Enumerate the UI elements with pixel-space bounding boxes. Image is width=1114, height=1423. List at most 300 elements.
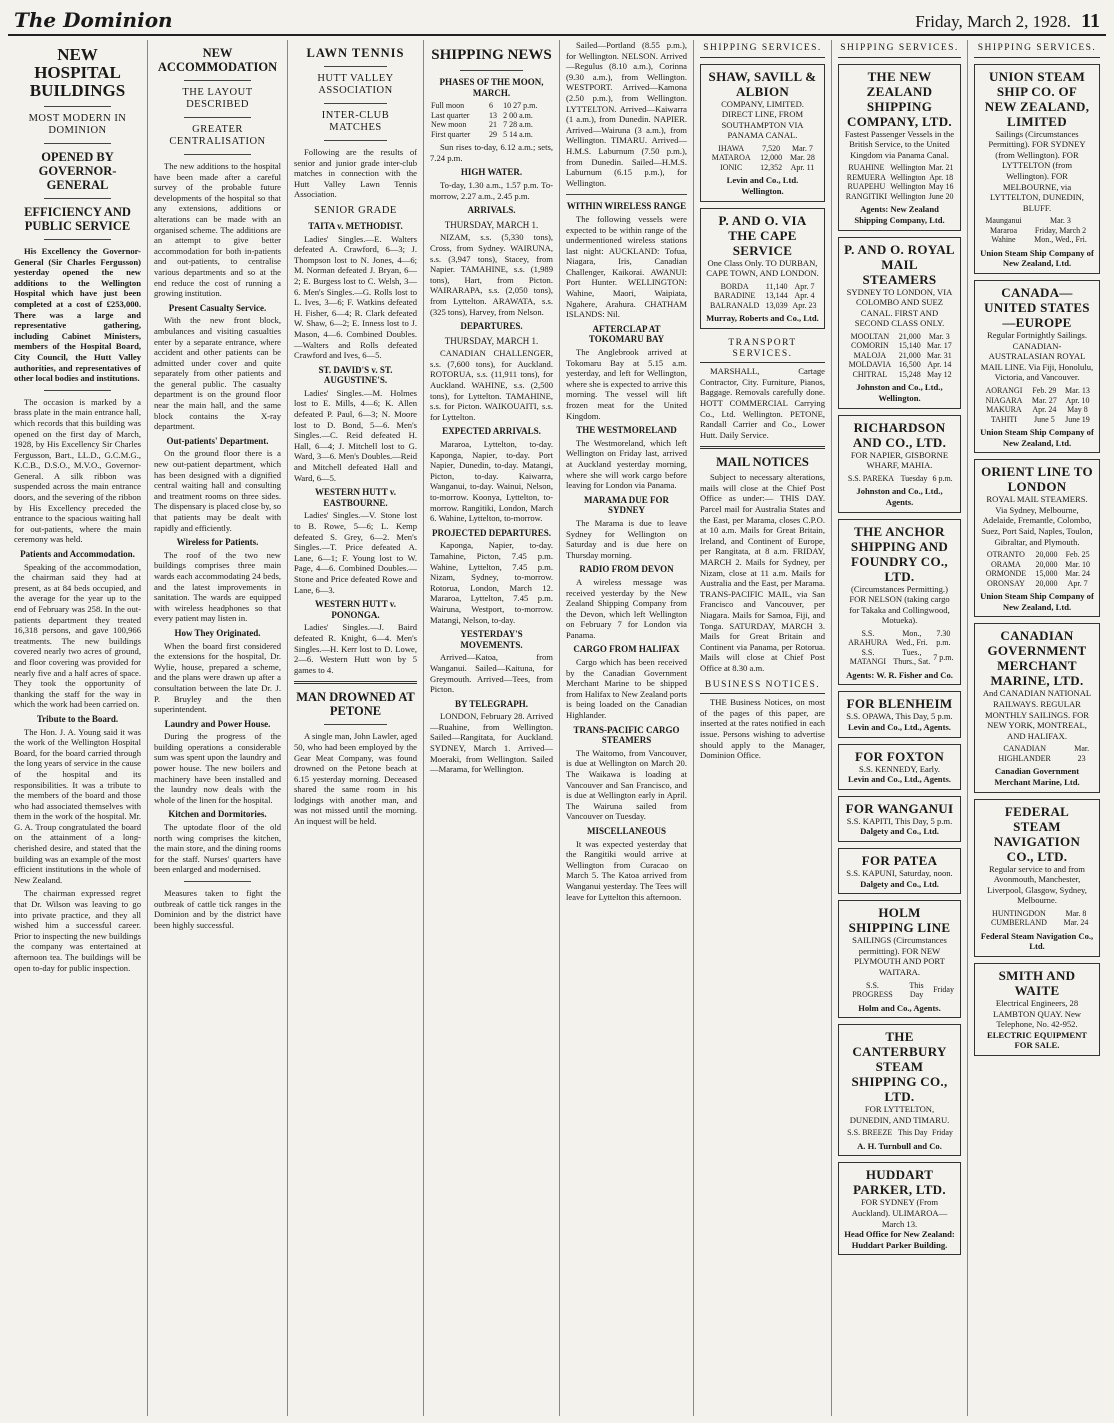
advert-agent: Dalgety and Co., Ltd. [860, 826, 939, 837]
article-paragraph: A single man, John Lawler, aged 50, who had been employed by the Gear Meat Company, was found drowned on the Petone beach at 6.15 yesterday morning. Deceased shared the same room in his lodgings with another man, and was not missed until the morning. An inquest will be held. [294, 731, 417, 827]
issue-date: Friday, March 2, 1928. [915, 12, 1071, 31]
sailing-cell: Apr. 11 [790, 162, 815, 172]
article-paragraph: With the new front block, ambulances and visiting casualties enter by a separate entrance, where accident and other patients can be admitted under cover and quite separately from other patients and the general public. The casualty department is on the ground floor near the main hall, and the same block contains the X-ray department. [154, 315, 281, 432]
sailing-cell: Apr. 7 [794, 281, 815, 291]
shipping-advert [838, 796, 961, 842]
sailing-schedule [706, 282, 819, 311]
match-heading: WESTERN HUTT v. PONONGA. [314, 599, 397, 620]
advert-description: Fastest Passenger Vessels in the British Service, to the United Kingdom via Panama Canal. [844, 128, 955, 160]
advert-agent: Federal Steam Navigation Co., Ltd. [980, 930, 1094, 952]
moon-cell: 6 [489, 101, 494, 111]
sailing-cell: 20,000 [1035, 578, 1058, 588]
shipping-advert [838, 900, 961, 1018]
expected-list: Mararoa, Lyttelton, to-day. Kaponga, Napier, to-day. Port Napier, Dunedin, to-day. Matangi, Picton, to-day. Kaiwarra, Wanganui, to-day. Wainui, Nelson, to-morrow. Koonya, Lyttelton, to-morrow. Rangitiki, London, March 6. Wahine, Lyttelton, to-morrow. [430, 439, 553, 524]
shipping-advert [838, 744, 961, 790]
headline-afterclap: AFTERCLAP AT TOKOMARU BAY [588, 323, 665, 345]
moon-table [430, 101, 553, 139]
advert-company-name: THE ANCHOR SHIPPING AND FOUNDRY CO., LTD. [850, 523, 949, 584]
advert-description: And CANADIAN NATIONAL RAILWAYS. REGULAR MONTHLY SAILINGS. FOR NEW YORK, MONTREAL, AND HALIFAX. [982, 688, 1092, 741]
match-heading: TAITA v. METHODIST. [308, 220, 403, 231]
divider [324, 66, 387, 67]
section-banner: SHIPPING SERVICES. [974, 40, 1100, 58]
sailing-cell: 11,140 [765, 281, 788, 291]
moon-cell: First quarter [431, 129, 471, 139]
departures-list: CANADIAN CHALLENGER, s.s. (7,600 tons), for Auckland. ROTORUA, s.s. (11,911 tons), for Auckland. WAHINE, s.s. (2,500 tons), for Lyttelton. TAMAHINE, s.s. for Picton. WAIKOUAITI, s.s. for Lyttelton. [430, 348, 553, 422]
sailing-cell: June 5 [1034, 414, 1055, 424]
moon-row [430, 120, 553, 130]
sailing-cell: May 12 [927, 369, 952, 379]
advert-agent: Canadian Government Merchant Marine, Ltd. [994, 766, 1080, 787]
moon-cell: 10 27 p.m. [503, 101, 538, 111]
sailing-cell: Apr. 24 [1032, 405, 1057, 414]
sailing-cell: 12,352 [760, 162, 783, 172]
sailing-cell: S.S. ARAHURA [848, 628, 888, 648]
advert-company-name: THE CANTERBURY STEAM SHIPPING CO., LTD. [851, 1029, 948, 1105]
advert-company-name: P. AND O. VIA THE CAPE SERVICE [718, 212, 807, 258]
sailing-cell: This Day [909, 980, 924, 1000]
sailing-cell: REMUERA [846, 172, 886, 182]
moon-cell: 21 [489, 120, 498, 130]
sailing-cell: BORDA [720, 281, 749, 291]
section-banner: SHIPPING SERVICES. [838, 40, 961, 58]
divider [44, 239, 111, 240]
divider [294, 681, 417, 684]
shipping-advert [838, 1024, 961, 1156]
projected-heading: PROJECTED DEPARTURES. [431, 527, 552, 538]
sailing-cell: 7 p.m. [933, 652, 954, 662]
sailing-row [706, 163, 819, 173]
advert-company-name: HUDDART PARKER, LTD. [853, 1167, 946, 1198]
advert-description: S.S. KAPITI, This Day, 5 p.m. [846, 815, 953, 826]
sailing-cell: Mar. 24 [1063, 918, 1089, 928]
sailing-cell: Apr. 14 [927, 360, 952, 370]
article-paragraph: The Waitomo, from Vancouver, is due at Wellington on March 20. The Waikawa is loading at Vancouver and San Francisco, and is due at Wellington early in April. The Wairuna sailed from Vancouver on Tuesday. [566, 747, 687, 822]
subhead: Out-patients' Department. [166, 435, 269, 446]
sailing-row [844, 351, 955, 361]
divider [44, 106, 111, 107]
divider [700, 446, 825, 449]
article-paragraph: The roof of the two new buildings comprises three main wards each accommodating 24 beds, and the latest improvements in sanitation. The wards are equipped with wireless headphones so that every patient may listen in. [154, 549, 281, 624]
sailing-cell: Mar. 3 [1050, 216, 1071, 226]
advert-description: Regular Fortnightly Sailings. CANADIAN-AUSTRALASIAN ROYAL MAIL LINE. Via Fiji, Honolulu, Victoria, and Vancouver. [980, 330, 1094, 383]
high-water-heading: HIGH WATER. [460, 167, 523, 178]
column-shipping-services-1 [694, 40, 832, 1416]
shipping-advert [974, 963, 1100, 1056]
sailing-cell: Mar. 23 [1074, 744, 1090, 763]
sailing-row [844, 370, 955, 380]
sailing-cell: Apr. 10 [1065, 395, 1090, 405]
headline-mail: MAIL NOTICES [716, 455, 809, 470]
advert-agent: Murray, Roberts and Co., Ltd. [706, 313, 819, 324]
subhead: Laundry and Power House. [164, 718, 271, 729]
advert-agent: Union Steam Ship Company of New Zealand, Ltd. [980, 591, 1094, 612]
sailing-cell: 20,000 [1035, 559, 1058, 569]
sailing-cell: 16,500 [898, 360, 921, 370]
divider [184, 80, 251, 81]
advert-company-name: P. AND O. ROYAL MAIL STEAMERS [844, 241, 955, 287]
sailing-row [980, 744, 1094, 763]
sailing-row [980, 909, 1094, 919]
sailing-schedule [844, 981, 955, 1000]
sailing-cell: May 8 [1067, 405, 1088, 414]
sailing-cell: Apr. 18 [929, 172, 954, 182]
sailing-cell: IONIC [720, 162, 743, 172]
section-banner: SHIPPING SERVICES. [700, 40, 825, 58]
article-intro: His Excellency the Governor-General (Sir Charles Fergusson) yesterday opened the new additions to the Wellington Hospital which have just been completed at a cost of £253,000. There was a large and representative gathering, including Cabinet Ministers, members of the Hospital Board, City Council, the Hutt Valley authorities, and representatives of other local bodies and institutions. [14, 246, 141, 384]
expected-heading: EXPECTED ARRIVALS. [442, 426, 541, 437]
sailing-cell: Mar. 13 [1065, 386, 1090, 395]
sailing-row [706, 144, 819, 154]
sailing-row [980, 216, 1094, 226]
advert-company-name: THE NEW ZEALAND SHIPPING COMPANY, LTD. [847, 68, 952, 129]
sailing-cell: Mar. 27 [1031, 395, 1057, 405]
article-paragraph: Speaking of the accommodation, the chairman said they had at present, as at 84 beds occupied, and the average for the year up to the end of February was 258. In the out-patients department they treated 16,318 persons, and gave 100,966 treatments. The new buildings covered nearly two acres of ground, and floor covering was provided for nearly five and a half acres of space. They took the opportunity of thanking the staff for the way in which the work had been carried on. [14, 561, 141, 710]
column-accommodation [148, 40, 288, 1416]
sailing-row [980, 560, 1094, 570]
sailing-row [706, 291, 819, 301]
sailing-cell: 15,140 [898, 341, 921, 351]
sailing-cell: ORONSAY [986, 578, 1025, 588]
sailing-cell: May 16 [928, 182, 954, 192]
sailing-cell: Friday [933, 985, 954, 995]
sailing-schedule [844, 1128, 955, 1138]
sailing-cell: Mar. 8 [1065, 908, 1087, 918]
match-results: Ladies' Singles.—J. Baird defeated R. Knight, 6—4. Men's Singles.—H. Kerr lost to D. Lowe, 2—6. Western Hutt won by 5 games to 4. [294, 622, 417, 675]
sailing-cell: Wellington [890, 191, 926, 201]
advert-company-name: CANADA—UNITED STATES—EUROPE [984, 285, 1090, 331]
advert-agent: Levin and Co., Ltd., Agents. [848, 774, 951, 785]
advert-agent: Johnston and Co., Ltd., Agents. [856, 486, 943, 507]
sailing-row [844, 981, 955, 1000]
sailing-cell: Mar. 10 [1065, 559, 1091, 569]
sailing-cell: MALOJA [853, 350, 887, 360]
dateline [915, 10, 1100, 33]
subhead-patients: Patients and Accommodation. [20, 549, 135, 560]
divider [324, 103, 387, 104]
column-shipping-services-2 [832, 40, 968, 1416]
moon-cell: New moon [431, 120, 467, 130]
advert-description: FOR NAPIER, GISBORNE WHARF, MAHIA. [850, 449, 949, 471]
sailing-row [844, 629, 955, 648]
sailing-row [844, 341, 955, 351]
advert-list [974, 64, 1100, 1056]
advert-company-name: UNION STEAM SHIP CO. OF NEW ZEALAND, LIMITED [984, 68, 1090, 129]
sailing-row [844, 1128, 955, 1138]
advert-agent: Dalgety and Co., Ltd. [860, 878, 939, 889]
sailing-cell: HUNTINGDON [992, 908, 1046, 918]
high-water-times: To-day, 1.30 a.m., 1.57 p.m. To-morrow, 2.27 a.m., 2.45 p.m. [430, 179, 553, 201]
advert-description: SAILINGS (Circumstances permitting). FOR NEW PLYMOUTH AND PORT WAITARA. [852, 935, 947, 977]
shipping-advert [700, 208, 825, 329]
sailing-cell: 15,248 [898, 369, 921, 379]
sailing-cell: 7,520 [762, 143, 781, 153]
column-tennis [288, 40, 424, 1416]
projected-list: Kaponga, Napier, to-day. Tamahine, Picton, 7.45 p.m. Wahine, Lyttelton, 7.45 p.m. Nizam, Sydney, to-morrow. Rotorua, London, March 12. Mararoa, Lyttelton, 7.45 p.m. Wairuna, Westport, to-morrow. Matangi, Nelson, to-day. [430, 540, 553, 625]
advert-agent: A. H. Turnbull and Co. [857, 1140, 942, 1151]
headline-westmoreland: THE WESTMORELAND [576, 425, 677, 436]
column-shipping-notes [560, 40, 694, 1416]
subhead: Wireless for Patients. [176, 537, 259, 548]
sailing-cell: Mar. 24 [1065, 569, 1091, 579]
sailing-cell: 15,000 [1035, 569, 1058, 579]
sailing-cell: CHITRAL [852, 369, 888, 379]
sailing-cell: Maunganui [985, 216, 1022, 226]
sailing-cell: MAKURA [986, 405, 1022, 414]
sailing-row [980, 396, 1094, 406]
divider [44, 143, 111, 144]
match-results: Ladies' Singles.—M. Holmes lost to E. Mills, 4—6; K. Allen defeated P. Paul, 6—3; N. Moore lost to D. Bond, 5—6. Men's Singles.—C. Reid defeated H. Hall, 6—4; J. Mitchell lost to G. Ward, 3—6. Men's Doubles.—Reid and Mitchell defeated Hall and Ward, 6—5. [294, 387, 417, 483]
match-results: Ladies' Singles.—V. Stone lost to B. Rowe, 5—6; L. Kemp defeated S. Grey, 6—2. Men's Singles.—T. Price defeated A. Lane, 6—1; F. Young lost to W. Page, 4—6. Combined Doubles.—Stone and Price defeated Rowe and Lane, 6—3. [294, 510, 417, 595]
sailing-cell: 13,144 [765, 291, 788, 301]
advert-description: Sailings (Circumstances Permitting). FOR SYDNEY (from Wellington). FOR LYTTELTON (from Wellington). FOR MELBOURNE, via LYTTELTON, DUNEDIN, BLUFF. [988, 128, 1086, 213]
sailing-row [844, 192, 955, 202]
sailing-cell: Wahine [991, 235, 1016, 245]
moon-row [430, 101, 553, 111]
divider [324, 140, 387, 141]
sailing-row [980, 569, 1094, 579]
sailing-cell: ORAMA [991, 559, 1021, 569]
advert-description: S.S. KENNEDY, Early. [859, 763, 940, 774]
sailing-cell: MATAROA [711, 153, 751, 163]
sailing-cell: 13,039 [765, 300, 788, 310]
divider [566, 194, 687, 195]
article-paragraph: Measures taken to fight the outbreak of cattle tick ranges in the Dominion and by the district have been highly successful. [154, 888, 281, 930]
advert-description: (Circumstances Permitting.) FOR NELSON (taking cargo for Takaka and Collingwood, Motueka). [849, 583, 950, 626]
column-shipping-news [424, 40, 560, 1416]
advert-agent: Holm and Co., Agents. [858, 1002, 941, 1013]
moon-row [430, 111, 553, 121]
advert-company-name: RICHARDSON AND CO., LTD. [852, 419, 947, 450]
sailing-cell: Apr. 4 [794, 291, 815, 301]
sailing-cell: Friday, March 2 [1034, 225, 1087, 235]
sailing-row [706, 282, 819, 292]
advert-agent: Union Steam Ship Company of New Zealand, Ltd. [980, 247, 1094, 269]
advert-agent: Levin and Co., Ltd. Wellington. [726, 175, 799, 197]
headline-shipping-news: SHIPPING NEWS [431, 47, 552, 63]
sailing-cell: Tues., Thurs., Sat. [893, 647, 931, 667]
sailing-row [844, 332, 955, 342]
sailing-cell: IHAWA [718, 143, 745, 153]
advert-description: FOR LYTTELTON, DUNEDIN, AND TIMARU. [849, 1104, 950, 1125]
sailing-cell: Feb. 29 [1032, 386, 1057, 395]
match-heading: WESTERN HUTT v. EASTBOURNE. [314, 487, 397, 508]
advert-agent: Agents: W. R. Fisher and Co. [846, 669, 953, 680]
advert-company-name: ORIENT LINE TO LONDON [981, 464, 1093, 495]
article-paragraph: It was expected yesterday that the Rangitiki would arrive at Wellington from Curacao on March 5. The Katoa arrived from Wanganui yesterday. The Tees will leave for Lyttelton this afternoon. [566, 838, 687, 902]
yesterday-heading: YESTERDAY'S MOVEMENTS. [460, 629, 523, 650]
sailing-row [844, 474, 955, 484]
sailing-schedule [980, 909, 1094, 928]
headline-transpacific: TRANS-PACIFIC CARGO STEAMERS [573, 724, 680, 746]
arrivals-heading: ARRIVALS. [467, 205, 516, 216]
article-paragraph: The following vessels were expected to be within range of the undermentioned wireless stations last night: AUCKLAND: Tofua, Niagara, Iris, Canadian Challenger, Kaikorai. AWANUI: Port Hunter. WELLINGTON: Wahine, Maori, Waipiata, Ngahere, Arahura. CHATHAM ISLANDS: Nil. [566, 213, 687, 320]
sailing-schedule [980, 744, 1094, 763]
sailing-cell: Mararoa [989, 225, 1018, 235]
column-shipping-services-3 [968, 40, 1106, 1416]
sailing-cell: 6 p.m. [932, 473, 953, 483]
sailing-cell: 21,000 [898, 331, 921, 341]
divider [184, 154, 251, 155]
divider [184, 117, 251, 118]
match-heading: ST. DAVID'S v. ST. AUGUSTINE'S. [318, 364, 393, 386]
sailing-row [706, 153, 819, 163]
divider [44, 198, 111, 199]
departures-heading: DEPARTURES. [460, 321, 523, 332]
moon-cell: 7 28 a.m. [503, 120, 533, 130]
sailing-cell: COMORIN [851, 341, 889, 351]
sailing-row [980, 550, 1094, 560]
sailing-cell: Feb. 25 [1065, 550, 1090, 560]
deck-hutt-valley: HUTT VALLEY ASSOCIATION [317, 73, 394, 96]
article-paragraph: The chairman expressed regret that Dr. Wilson was leaving to go into private practice, and they all wished him a successful career. Prior to inspecting the new buildings the company was entertained at afternoon tea. The buildings will be open to-day for public inspection. [14, 888, 141, 973]
sailing-schedule [844, 629, 955, 667]
paper-name: The Dominion [14, 8, 173, 32]
sailing-schedule [844, 332, 955, 380]
sailing-row [844, 173, 955, 183]
advert-description: ROYAL MAIL STEAMERS. Via Sydney, Melbourne, Adelaide, Fremantle, Colombo, Suez, Port Said, Naples, Toulon, Gibraltar, and Plymouth. [981, 494, 1093, 547]
sailing-row [980, 918, 1094, 928]
sailing-cell: RUAPEHU [847, 182, 886, 192]
sailing-cell: AORANGI [985, 386, 1023, 395]
advert-company-name: FOR FOXTON [854, 748, 945, 764]
divider [324, 724, 387, 725]
advert-description: S.S. KAPUNI, Saturday, noon. [846, 868, 953, 879]
advert-company-name: HOLM SHIPPING LINE [848, 905, 951, 936]
sailing-cell: Wellington [890, 182, 926, 192]
sailing-cell: Mar. 28 [790, 153, 815, 163]
shipping-advert [974, 623, 1100, 792]
senior-grade-label: SENIOR GRADE [314, 204, 397, 216]
telegraph-heading: BY TELEGRAPH. [454, 698, 528, 709]
headline-cargo: CARGO FROM HALIFAX [573, 644, 680, 655]
transport-banner: TRANSPORT SERVICES. [700, 335, 825, 363]
moon-cell: 5 14 a.m. [503, 129, 533, 139]
business-text: THE Business Notices, on most of the pages of this paper, are inserted at the rates notified in each issue. Persons wishing to advertise should apply to the Manager, Dominion Office. [700, 697, 825, 761]
sailing-cell: S.S. PAREKA [847, 473, 895, 483]
advert-description: S.S. OPAWA, This Day, 5 p.m. [846, 711, 953, 722]
advert-company-name: SMITH AND WAITE [998, 968, 1076, 999]
sailing-cell: RANGITIKI [845, 191, 888, 201]
subhead: Present Casualty Service. [168, 302, 267, 313]
advert-description: SYDNEY TO LONDON, VIA COLOMBO AND SUEZ CANAL. FIRST AND SECOND CLASS ONLY. [846, 286, 953, 329]
deck-efficiency: EFFICIENCY AND PUBLIC SERVICE [24, 205, 131, 233]
moon-cell: 2 00 a.m. [503, 110, 533, 120]
article-paragraph: The occasion is marked by a brass plate in the main entrance hall, which records that this building was opened on the first day of March, 1928, by His Excellency Sir Charles Fergusson, Bart., LL.D., G.C.M.G., K.C.B., D.S.O., M.V.O., Governor-General. A silk ribbon was suspended across the main entrance doors, and the severing of the ribbon by His Excellency preceded the entrance to the spacious waiting hall for out-patients, where the main ceremony was held. [14, 396, 141, 545]
sailing-cell: This Day [897, 1128, 928, 1138]
arrivals-list: NIZAM, s.s. (5,330 tons), Cross, from Sydney. WAIRUNA, s.s. (3,947 tons), Stacey, from Napier. TAMAHINE, s.s. (1,989 tons), Hart, from Picton. WAIRARAPA, s.s. (2,050 tons), from Lyttelton. ARAWATA, s.s. (325 tons), Harvey, from Nelson. [430, 232, 553, 317]
article-paragraph: On the ground floor there is a new out-patient department, which has been designed with a dignified central waiting hall and consulting and treatment rooms on three sides. The dispensary is placed close by, so that patients may be dealt with rapidly and efficiently. [154, 448, 281, 533]
article-paragraph: A wireless message was received yesterday by the New Zealand Shipping Company from the Devon, which left Wellington on February 7 for London via Panama. [566, 576, 687, 640]
telegraph-list: LONDON, February 28. Arrived—Ruahine, from Wellington. Sailed—Rangitata, for Auckland. SYDNEY, March 1. Arrived—Moeraki, from Wellington. Sailed—Marama, for Wellington. [430, 711, 553, 775]
headline-hospital: NEW HOSPITAL BUILDINGS [29, 45, 126, 100]
moon-heading: PHASES OF THE MOON, MARCH. [439, 77, 544, 98]
sailing-schedule [844, 163, 955, 201]
moon-cell: 29 [489, 129, 498, 139]
sailing-cell: Mar. 21 [928, 163, 954, 173]
sailing-cell: BARADINE [713, 291, 756, 301]
arrivals-date: THURSDAY, MARCH 1. [444, 219, 539, 230]
moon-cell: Last quarter [431, 110, 470, 120]
advert-company-name: FOR PATEA [861, 853, 938, 869]
shipping-advert [974, 280, 1100, 453]
article-paragraph: Cargo which has been received by the Canadian Government Merchant Marine to be shipped from Halifax to New Zealand ports is being loaded on the Canadian Highlander. [566, 657, 687, 721]
sailing-cell: Apr. 7 [1067, 578, 1088, 588]
sailing-row [980, 579, 1094, 589]
article-paragraph: During the progress of the building operations a considerable sum was spent upon the laundry and power house. The new boilers and machinery have been installed and the laundry now deals with the whole of the linen for the hospital. [154, 731, 281, 805]
shipping-advert [838, 848, 961, 894]
sailing-row [844, 360, 955, 370]
article-paragraph: Following are the results of senior and junior grade inter-club matches in connection with the Hutt Valley Lawn Tennis Association. [294, 147, 417, 200]
shipping-advert [974, 799, 1100, 958]
page-number: 11 [1081, 10, 1100, 32]
sailing-cell: S.S. PROGRESS [852, 980, 893, 1000]
sailing-row [980, 415, 1094, 425]
sailing-row [844, 163, 955, 173]
sailing-cell: Tuesday [900, 473, 928, 483]
advert-company-name: FOR WANGANUI [845, 800, 954, 816]
headline-tennis: LAWN TENNIS [306, 46, 405, 60]
sailing-cell: OTRANTO [986, 550, 1025, 560]
deck-centralisation: GREATER CENTRALISATION [169, 124, 266, 147]
shipping-advert [700, 64, 825, 202]
sailing-row [980, 386, 1094, 396]
headline-drowned: MAN DROWNED AT PETONE [296, 690, 415, 719]
sailing-cell: Mar. 7 [792, 143, 813, 153]
sailing-cell: June 19 [1065, 414, 1090, 424]
headline-wireless: WITHIN WIRELESS RANGE [566, 201, 687, 212]
transport-text: MARSHALL, Cartage Contractor, City. Furniture, Pianos, Baggage. Removals carefully done. HOTT COMMERCIAL Carrying Co., Ltd. Wellington. PETONE, Randall Carrier and Co., Lower Hutt. Daily Service. [700, 366, 825, 440]
sailing-cell: MOLDAVIA [848, 360, 892, 370]
sailing-row [706, 301, 819, 311]
headline-marama: MARAMA DUE FOR SYDNEY [584, 494, 669, 516]
divider [44, 390, 111, 391]
sailing-row [844, 648, 955, 667]
sailing-cell: CANADIAN HIGHLANDER [998, 744, 1051, 763]
advert-agent: ELECTRIC EQUIPMENT FOR SALE. [986, 1029, 1088, 1051]
shipping-advert [838, 691, 961, 737]
moon-cell: Full moon [431, 101, 465, 111]
deck-opened: OPENED BY GOVERNOR-GENERAL [38, 150, 117, 192]
shipping-advert [838, 1162, 961, 1255]
advert-company-name: SHAW, SAVILL & ALBION [708, 68, 817, 99]
advert-agent: Levin and Co., Ltd., Agents. [848, 722, 951, 733]
sailing-row [980, 235, 1094, 245]
subhead-tribute: Tribute to the Board. [36, 713, 119, 724]
business-banner: BUSINESS NOTICES. [700, 677, 825, 695]
advert-description: FOR SYDNEY (From Auckland). ULIMAROA—March 13. [851, 1197, 948, 1229]
divider [460, 70, 523, 71]
sailing-cell: Wellington [890, 172, 926, 182]
sailing-cell: Mar. 31 [926, 350, 952, 360]
sailing-cell: ORMONDE [985, 569, 1027, 579]
sailing-cell: Mar. 3 [928, 331, 950, 341]
mail-text: Subject to necessary alterations, mails will close at the Chief Post Office as under:— THIS DAY. Parcel mail for Australia States and the East, per Marama, closes C.P.O. at 10 a.m. Mails for Great Britain, Ireland, and Continent of Europe, per Rangitata, at 8 a.m. FRIDAY, MARCH 2. Mails for Sydney, per Nizam, close at 11 a.m. Mails for Australia and the East, per Marama. TRANS-PACIFIC MAIL, via San Francisco and Vancouver, per Niagara. Mails for Samoa, Fiji, and Tonga. SATURDAY, MARCH 3. Mails for Great Britain and Continent via Panama, per Rotorua. Mails will close at Chief Post Office at 8.30 a.m. [700, 472, 825, 673]
deck-interclub: INTER-CLUB MATCHES [321, 110, 390, 133]
advert-description: COMPANY, LIMITED. DIRECT LINE, FROM SOUTHAMPTON VIA PANAMA CANAL. [721, 98, 804, 141]
advert-company-name: CANADIAN GOVERNMENT MERCHANT MARINE, LTD. [987, 628, 1087, 689]
advert-agent: Head Office for New Zealand: Huddart Parker Building. [844, 1229, 955, 1250]
sailing-schedule [980, 216, 1094, 245]
advert-agent: Agents: New Zealand Shipping Company, Ltd. [854, 204, 945, 225]
advert-list [700, 64, 825, 329]
sailing-row [980, 226, 1094, 236]
shipping-advert [974, 459, 1100, 617]
headline-devon: RADIO FROM DEVON [579, 564, 674, 575]
article-paragraph: When the board first considered the extensions for the hospital, Dr. Wylie, house, prepared a scheme, and the plans were drawn up after a consultation between the late Dr. J. P. Bruyley and the then superintendent. [154, 640, 281, 715]
departures-date: THURSDAY, MARCH 1. [444, 335, 539, 346]
headline-accommodation: NEW ACCOMMODATION [157, 46, 278, 74]
article-paragraph: The Hon. J. A. Young said it was the work of the Wellington Hospital Board, for the board carried through the long years of service in the cause of the hospital and its responsibilities. It was a tribute to the members of the board and those who had associated themselves with them in the work of the hospital. Mr. G. A. Troup congratulated the board on the attainment of a long-cherished desire, and stated that the building was an example of the most efficient institutions in the whole of New Zealand. [14, 726, 141, 885]
